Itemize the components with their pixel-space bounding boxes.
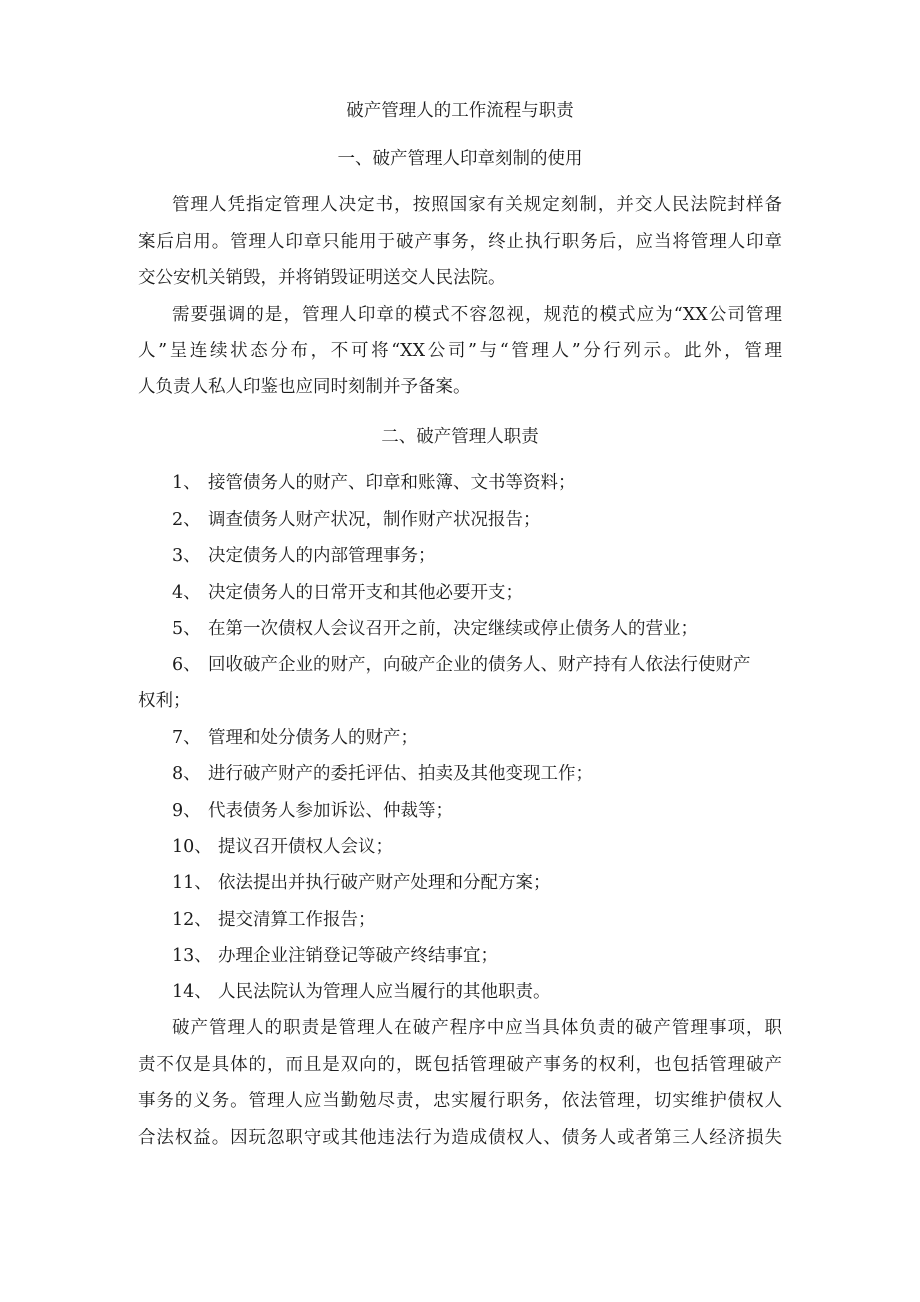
list-number: 12、 — [172, 910, 212, 930]
list-text: 提交清算工作报告； — [218, 910, 376, 930]
list-text: 在第一次债权人会议召开之前，决定继续或停止债务人的营业； — [208, 619, 698, 639]
list-item-continuation: 权利； — [138, 691, 191, 711]
paragraph-line: 需要强调的是，管理人印章的模式不容忽视，规范的模式应为“XX公司管理 — [172, 305, 782, 325]
list-number: 2、 — [172, 510, 201, 530]
list-text: 提议召开债权人会议； — [218, 837, 393, 857]
list-text: 决定债务人的内部管理事务； — [208, 546, 436, 566]
section-heading: 一、破产管理人印章刻制的使用 — [337, 149, 583, 169]
list-number: 11、 — [172, 873, 212, 893]
list-text: 调查债务人财产状况，制作财产状况报告； — [208, 510, 541, 530]
list-text: 代表债务人参加诉讼、仲裁等； — [208, 801, 453, 821]
paragraph-line: 管理人凭指定管理人决定书，按照国家有关规定刻制，并交人民法院封样备 — [172, 195, 782, 215]
list-item — [172, 617, 698, 641]
list-text: 依法提出并执行破产财产处理和分配方案； — [218, 873, 551, 893]
list-item — [172, 799, 453, 823]
list-item — [172, 544, 436, 568]
paragraph-line: 交公安机关销毁，并将销毁证明送交人民法院。 — [138, 268, 506, 288]
list-text: 进行破产财产的委托评估、拍卖及其他变现工作； — [208, 764, 593, 784]
list-number: 14、 — [172, 982, 212, 1002]
list-item — [172, 762, 593, 786]
list-item — [172, 581, 523, 605]
list-item — [172, 908, 376, 932]
list-number: 5、 — [172, 619, 201, 639]
document-title: 破产管理人的工作流程与职责 — [346, 101, 574, 121]
list-number: 3、 — [172, 546, 201, 566]
list-number: 7、 — [172, 728, 201, 748]
list-number: 9、 — [172, 801, 201, 821]
list-text: 决定债务人的日常开支和其他必要开支； — [208, 583, 523, 603]
paragraph-line: 合法权益。因玩忽职守或其他违法行为造成债权人、债务人或者第三人经济损失 — [138, 1128, 782, 1148]
list-number: 10、 — [172, 837, 212, 857]
list-item — [172, 653, 751, 677]
list-item — [172, 471, 576, 495]
section-heading: 二、破产管理人职责 — [381, 427, 539, 447]
list-text: 接管债务人的财产、印章和账簿、文书等资料； — [208, 473, 576, 493]
list-number: 4、 — [172, 583, 201, 603]
list-text: 管理和处分债务人的财产； — [208, 728, 418, 748]
list-item — [172, 508, 541, 532]
paragraph-line: 人负责人私人印鉴也应同时刻制并予备案。 — [138, 377, 471, 397]
list-item — [172, 835, 393, 859]
list-text: 回收破产企业的财产，向破产企业的债务人、财产持有人依法行使财产 — [208, 655, 751, 675]
paragraph-line: 责不仅是具体的，而且是双向的，既包括管理破产事务的权利，也包括管理破产 — [138, 1055, 782, 1075]
list-item — [172, 944, 498, 968]
paragraph-line: 案后启用。管理人印章只能用于破产事务，终止执行职务后，应当将管理人印章 — [138, 232, 782, 252]
list-number: 1、 — [172, 473, 201, 493]
list-number: 13、 — [172, 946, 212, 966]
paragraph-line: 人”呈连续状态分布，不可将“XX公司”与“管理人”分行列示。此外，管理 — [138, 341, 782, 361]
list-number: 6、 — [172, 655, 201, 675]
list-number: 8、 — [172, 764, 201, 784]
list-text: 人民法院认为管理人应当履行的其他职责。 — [218, 982, 551, 1002]
list-item — [172, 871, 551, 895]
list-item — [172, 980, 551, 1004]
paragraph-line: 破产管理人的职责是管理人在破产程序中应当具体负责的破产管理事项，职 — [172, 1018, 782, 1038]
paragraph-line: 事务的义务。管理人应当勤勉尽责，忠实履行职务，依法管理，切实维护债权人 — [138, 1091, 782, 1111]
list-item — [172, 726, 418, 750]
list-text: 办理企业注销登记等破产终结事宜； — [218, 946, 498, 966]
